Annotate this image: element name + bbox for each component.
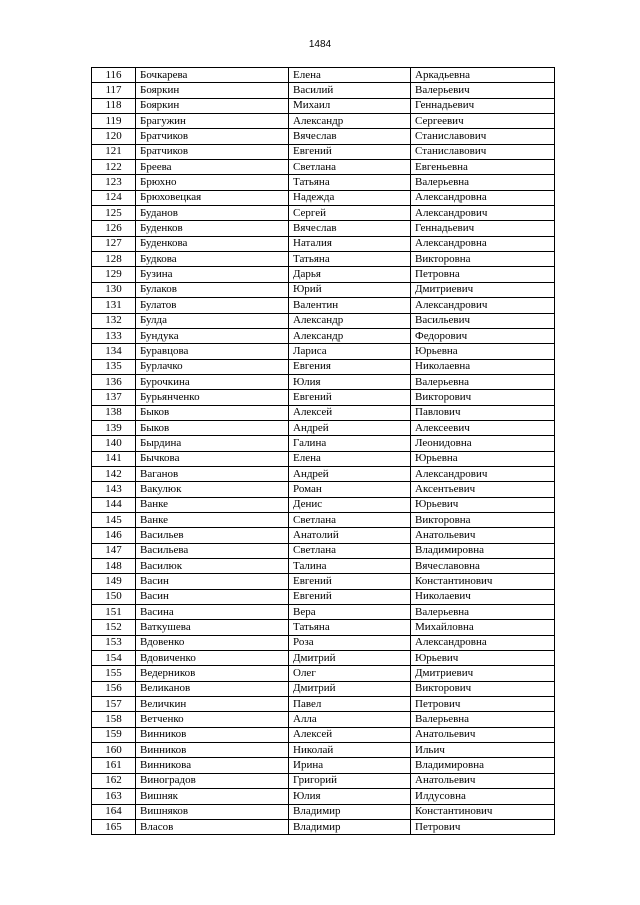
patronymic-cell: Валерьевна — [411, 605, 555, 620]
table-row — [92, 574, 555, 589]
patronymic-cell: Ильич — [411, 743, 555, 758]
patronymic-cell: Геннадьевич — [411, 98, 555, 113]
last-name-cell: Винников — [136, 743, 289, 758]
row-number-cell: 156 — [92, 681, 136, 696]
first-name-cell: Дарья — [289, 267, 411, 282]
first-name-cell: Алексей — [289, 405, 411, 420]
first-name-cell: Вячеслав — [289, 129, 411, 144]
patronymic-cell: Анатольевич — [411, 727, 555, 742]
table-row — [92, 328, 555, 343]
row-number-cell: 123 — [92, 175, 136, 190]
patronymic-cell: Алексеевич — [411, 420, 555, 435]
table-row — [92, 758, 555, 773]
patronymic-cell: Константинович — [411, 804, 555, 819]
table-row — [92, 727, 555, 742]
last-name-cell: Васин — [136, 589, 289, 604]
row-number-cell: 130 — [92, 282, 136, 297]
row-number-cell: 125 — [92, 206, 136, 221]
row-number-cell: 142 — [92, 466, 136, 481]
table-row — [92, 160, 555, 175]
last-name-cell: Брюхно — [136, 175, 289, 190]
first-name-cell: Николай — [289, 743, 411, 758]
last-name-cell: Вишняков — [136, 804, 289, 819]
patronymic-cell: Александрович — [411, 206, 555, 221]
patronymic-cell: Петрович — [411, 819, 555, 834]
row-number-cell: 120 — [92, 129, 136, 144]
row-number-cell: 135 — [92, 359, 136, 374]
patronymic-cell: Станиславович — [411, 144, 555, 159]
first-name-cell: Василий — [289, 83, 411, 98]
patronymic-cell: Леонидовна — [411, 436, 555, 451]
first-name-cell: Владимир — [289, 804, 411, 819]
page-number: 1484 — [308, 39, 332, 50]
last-name-cell: Брюховецкая — [136, 190, 289, 205]
last-name-cell: Бурочкина — [136, 374, 289, 389]
last-name-cell: Бурлачко — [136, 359, 289, 374]
first-name-cell: Светлана — [289, 543, 411, 558]
first-name-cell: Татьяна — [289, 252, 411, 267]
first-name-cell: Анатолий — [289, 528, 411, 543]
table-row — [92, 221, 555, 236]
patronymic-cell: Петрович — [411, 697, 555, 712]
patronymic-cell: Евгеньевна — [411, 160, 555, 175]
row-number-cell: 148 — [92, 559, 136, 574]
patronymic-cell: Петровна — [411, 267, 555, 282]
last-name-cell: Братчиков — [136, 144, 289, 159]
first-name-cell: Наталия — [289, 236, 411, 251]
last-name-cell: Васильева — [136, 543, 289, 558]
first-name-cell: Елена — [289, 68, 411, 83]
first-name-cell: Алексей — [289, 727, 411, 742]
first-name-cell: Надежда — [289, 190, 411, 205]
row-number-cell: 144 — [92, 497, 136, 512]
row-number-cell: 150 — [92, 589, 136, 604]
row-number-cell: 122 — [92, 160, 136, 175]
last-name-cell: Ведерников — [136, 666, 289, 681]
last-name-cell: Бояркин — [136, 83, 289, 98]
table-row — [92, 98, 555, 113]
patronymic-cell: Павлович — [411, 405, 555, 420]
row-number-cell: 124 — [92, 190, 136, 205]
first-name-cell: Павел — [289, 697, 411, 712]
table-row — [92, 620, 555, 635]
patronymic-cell: Викторовна — [411, 512, 555, 527]
patronymic-cell: Александровна — [411, 236, 555, 251]
last-name-cell: Ветченко — [136, 712, 289, 727]
last-name-cell: Бреева — [136, 160, 289, 175]
first-name-cell: Роза — [289, 635, 411, 650]
row-number-cell: 155 — [92, 666, 136, 681]
row-number-cell: 164 — [92, 804, 136, 819]
first-name-cell: Алла — [289, 712, 411, 727]
first-name-cell: Юрий — [289, 282, 411, 297]
patronymic-cell: Юрьевич — [411, 651, 555, 666]
first-name-cell: Светлана — [289, 160, 411, 175]
first-name-cell: Олег — [289, 666, 411, 681]
first-name-cell: Татьяна — [289, 175, 411, 190]
row-number-cell: 160 — [92, 743, 136, 758]
first-name-cell: Денис — [289, 497, 411, 512]
first-name-cell: Александр — [289, 328, 411, 343]
patronymic-cell: Александрович — [411, 466, 555, 481]
table-row — [92, 206, 555, 221]
table-row — [92, 344, 555, 359]
row-number-cell: 134 — [92, 344, 136, 359]
row-number-cell: 131 — [92, 298, 136, 313]
first-name-cell: Валентин — [289, 298, 411, 313]
patronymic-cell: Александровна — [411, 190, 555, 205]
first-name-cell: Дмитрий — [289, 681, 411, 696]
row-number-cell: 149 — [92, 574, 136, 589]
table-row — [92, 390, 555, 405]
row-number-cell: 141 — [92, 451, 136, 466]
last-name-cell: Великанов — [136, 681, 289, 696]
table-row — [92, 83, 555, 98]
last-name-cell: Вишняк — [136, 789, 289, 804]
table-row — [92, 789, 555, 804]
row-number-cell: 119 — [92, 114, 136, 129]
patronymic-cell: Анатольевич — [411, 773, 555, 788]
patronymic-cell: Валерьевна — [411, 175, 555, 190]
patronymic-cell: Владимировна — [411, 758, 555, 773]
last-name-cell: Бурьянченко — [136, 390, 289, 405]
roster-body — [92, 68, 555, 835]
last-name-cell: Виноградов — [136, 773, 289, 788]
table-row — [92, 313, 555, 328]
row-number-cell: 154 — [92, 651, 136, 666]
row-number-cell: 126 — [92, 221, 136, 236]
row-number-cell: 136 — [92, 374, 136, 389]
first-name-cell: Евгения — [289, 359, 411, 374]
table-row — [92, 129, 555, 144]
row-number-cell: 143 — [92, 482, 136, 497]
table-row — [92, 819, 555, 834]
first-name-cell: Роман — [289, 482, 411, 497]
table-row — [92, 282, 555, 297]
row-number-cell: 118 — [92, 98, 136, 113]
row-number-cell: 145 — [92, 512, 136, 527]
row-number-cell: 162 — [92, 773, 136, 788]
last-name-cell: Булда — [136, 313, 289, 328]
patronymic-cell: Юрьевич — [411, 497, 555, 512]
row-number-cell: 153 — [92, 635, 136, 650]
row-number-cell: 121 — [92, 144, 136, 159]
last-name-cell: Бояркин — [136, 98, 289, 113]
first-name-cell: Дмитрий — [289, 651, 411, 666]
table-row — [92, 466, 555, 481]
row-number-cell: 157 — [92, 697, 136, 712]
table-row — [92, 236, 555, 251]
table-row — [92, 651, 555, 666]
last-name-cell: Ваганов — [136, 466, 289, 481]
patronymic-cell: Сергеевич — [411, 114, 555, 129]
table-row — [92, 697, 555, 712]
table-row — [92, 589, 555, 604]
last-name-cell: Васин — [136, 574, 289, 589]
row-number-cell: 127 — [92, 236, 136, 251]
row-number-cell: 117 — [92, 83, 136, 98]
patronymic-cell: Илдусовна — [411, 789, 555, 804]
patronymic-cell: Станиславович — [411, 129, 555, 144]
table-row — [92, 712, 555, 727]
row-number-cell: 151 — [92, 605, 136, 620]
patronymic-cell: Аркадьевна — [411, 68, 555, 83]
row-number-cell: 140 — [92, 436, 136, 451]
first-name-cell: Михаил — [289, 98, 411, 113]
first-name-cell: Светлана — [289, 512, 411, 527]
table-row — [92, 773, 555, 788]
table-row — [92, 436, 555, 451]
table-row — [92, 528, 555, 543]
table-row — [92, 512, 555, 527]
last-name-cell: Васина — [136, 605, 289, 620]
table-row — [92, 482, 555, 497]
patronymic-cell: Владимировна — [411, 543, 555, 558]
patronymic-cell: Викторовна — [411, 252, 555, 267]
table-row — [92, 144, 555, 159]
last-name-cell: Буравцова — [136, 344, 289, 359]
first-name-cell: Андрей — [289, 420, 411, 435]
first-name-cell: Григорий — [289, 773, 411, 788]
last-name-cell: Буданов — [136, 206, 289, 221]
patronymic-cell: Александрович — [411, 298, 555, 313]
last-name-cell: Булаков — [136, 282, 289, 297]
last-name-cell: Бочкарева — [136, 68, 289, 83]
patronymic-cell: Дмитриевич — [411, 666, 555, 681]
first-name-cell: Юлия — [289, 789, 411, 804]
patronymic-cell: Валерьевна — [411, 712, 555, 727]
table-row — [92, 298, 555, 313]
patronymic-cell: Александровна — [411, 635, 555, 650]
row-number-cell: 116 — [92, 68, 136, 83]
first-name-cell: Андрей — [289, 466, 411, 481]
first-name-cell: Александр — [289, 114, 411, 129]
patronymic-cell: Геннадьевич — [411, 221, 555, 236]
row-number-cell: 147 — [92, 543, 136, 558]
patronymic-cell: Викторович — [411, 681, 555, 696]
first-name-cell: Ирина — [289, 758, 411, 773]
table-row — [92, 359, 555, 374]
row-number-cell: 128 — [92, 252, 136, 267]
last-name-cell: Быков — [136, 405, 289, 420]
patronymic-cell: Васильевич — [411, 313, 555, 328]
first-name-cell: Евгений — [289, 144, 411, 159]
patronymic-cell: Николаевич — [411, 589, 555, 604]
row-number-cell: 165 — [92, 819, 136, 834]
patronymic-cell: Николаевна — [411, 359, 555, 374]
last-name-cell: Васильев — [136, 528, 289, 543]
first-name-cell: Талина — [289, 559, 411, 574]
first-name-cell: Евгений — [289, 574, 411, 589]
table-row — [92, 405, 555, 420]
first-name-cell: Лариса — [289, 344, 411, 359]
patronymic-cell: Федорович — [411, 328, 555, 343]
first-name-cell: Владимир — [289, 819, 411, 834]
patronymic-cell: Вячеславовна — [411, 559, 555, 574]
patronymic-cell: Викторович — [411, 390, 555, 405]
first-name-cell: Евгений — [289, 390, 411, 405]
last-name-cell: Будкова — [136, 252, 289, 267]
first-name-cell: Вера — [289, 605, 411, 620]
table-row — [92, 267, 555, 282]
last-name-cell: Братчиков — [136, 129, 289, 144]
last-name-cell: Бычкова — [136, 451, 289, 466]
last-name-cell: Власов — [136, 819, 289, 834]
table-row — [92, 666, 555, 681]
row-number-cell: 158 — [92, 712, 136, 727]
last-name-cell: Быков — [136, 420, 289, 435]
first-name-cell: Евгений — [289, 589, 411, 604]
first-name-cell: Елена — [289, 451, 411, 466]
table-row — [92, 252, 555, 267]
patronymic-cell: Валерьевич — [411, 83, 555, 98]
row-number-cell: 163 — [92, 789, 136, 804]
last-name-cell: Винников — [136, 727, 289, 742]
table-row — [92, 681, 555, 696]
last-name-cell: Винникова — [136, 758, 289, 773]
patronymic-cell: Юрьевна — [411, 344, 555, 359]
table-row — [92, 804, 555, 819]
last-name-cell: Ваткушева — [136, 620, 289, 635]
last-name-cell: Буденкова — [136, 236, 289, 251]
table-row — [92, 543, 555, 558]
table-row — [92, 374, 555, 389]
table-row — [92, 497, 555, 512]
last-name-cell: Бундука — [136, 328, 289, 343]
last-name-cell: Бырдина — [136, 436, 289, 451]
patronymic-cell: Михайловна — [411, 620, 555, 635]
last-name-cell: Булатов — [136, 298, 289, 313]
row-number-cell: 129 — [92, 267, 136, 282]
last-name-cell: Буденков — [136, 221, 289, 236]
first-name-cell: Александр — [289, 313, 411, 328]
table-row — [92, 68, 555, 83]
table-row — [92, 743, 555, 758]
first-name-cell: Вячеслав — [289, 221, 411, 236]
patronymic-cell: Юрьевна — [411, 451, 555, 466]
row-number-cell: 132 — [92, 313, 136, 328]
roster-table — [91, 67, 555, 835]
patronymic-cell: Анатольевич — [411, 528, 555, 543]
row-number-cell: 159 — [92, 727, 136, 742]
last-name-cell: Вакулюк — [136, 482, 289, 497]
last-name-cell: Брагужин — [136, 114, 289, 129]
first-name-cell: Татьяна — [289, 620, 411, 635]
first-name-cell: Юлия — [289, 374, 411, 389]
row-number-cell: 161 — [92, 758, 136, 773]
table-row — [92, 175, 555, 190]
row-number-cell: 133 — [92, 328, 136, 343]
last-name-cell: Вдовенко — [136, 635, 289, 650]
table-row — [92, 635, 555, 650]
last-name-cell: Вдовиченко — [136, 651, 289, 666]
table-row — [92, 605, 555, 620]
row-number-cell: 137 — [92, 390, 136, 405]
table-row — [92, 114, 555, 129]
table-row — [92, 559, 555, 574]
patronymic-cell: Аксентьевич — [411, 482, 555, 497]
row-number-cell: 138 — [92, 405, 136, 420]
row-number-cell: 152 — [92, 620, 136, 635]
patronymic-cell: Валерьевна — [411, 374, 555, 389]
last-name-cell: Ванке — [136, 512, 289, 527]
table-row — [92, 190, 555, 205]
last-name-cell: Василюк — [136, 559, 289, 574]
patronymic-cell: Дмитриевич — [411, 282, 555, 297]
first-name-cell: Сергей — [289, 206, 411, 221]
row-number-cell: 146 — [92, 528, 136, 543]
last-name-cell: Бузина — [136, 267, 289, 282]
table-row — [92, 420, 555, 435]
patronymic-cell: Константинович — [411, 574, 555, 589]
last-name-cell: Ванке — [136, 497, 289, 512]
last-name-cell: Величкин — [136, 697, 289, 712]
row-number-cell: 139 — [92, 420, 136, 435]
table-row — [92, 451, 555, 466]
first-name-cell: Галина — [289, 436, 411, 451]
